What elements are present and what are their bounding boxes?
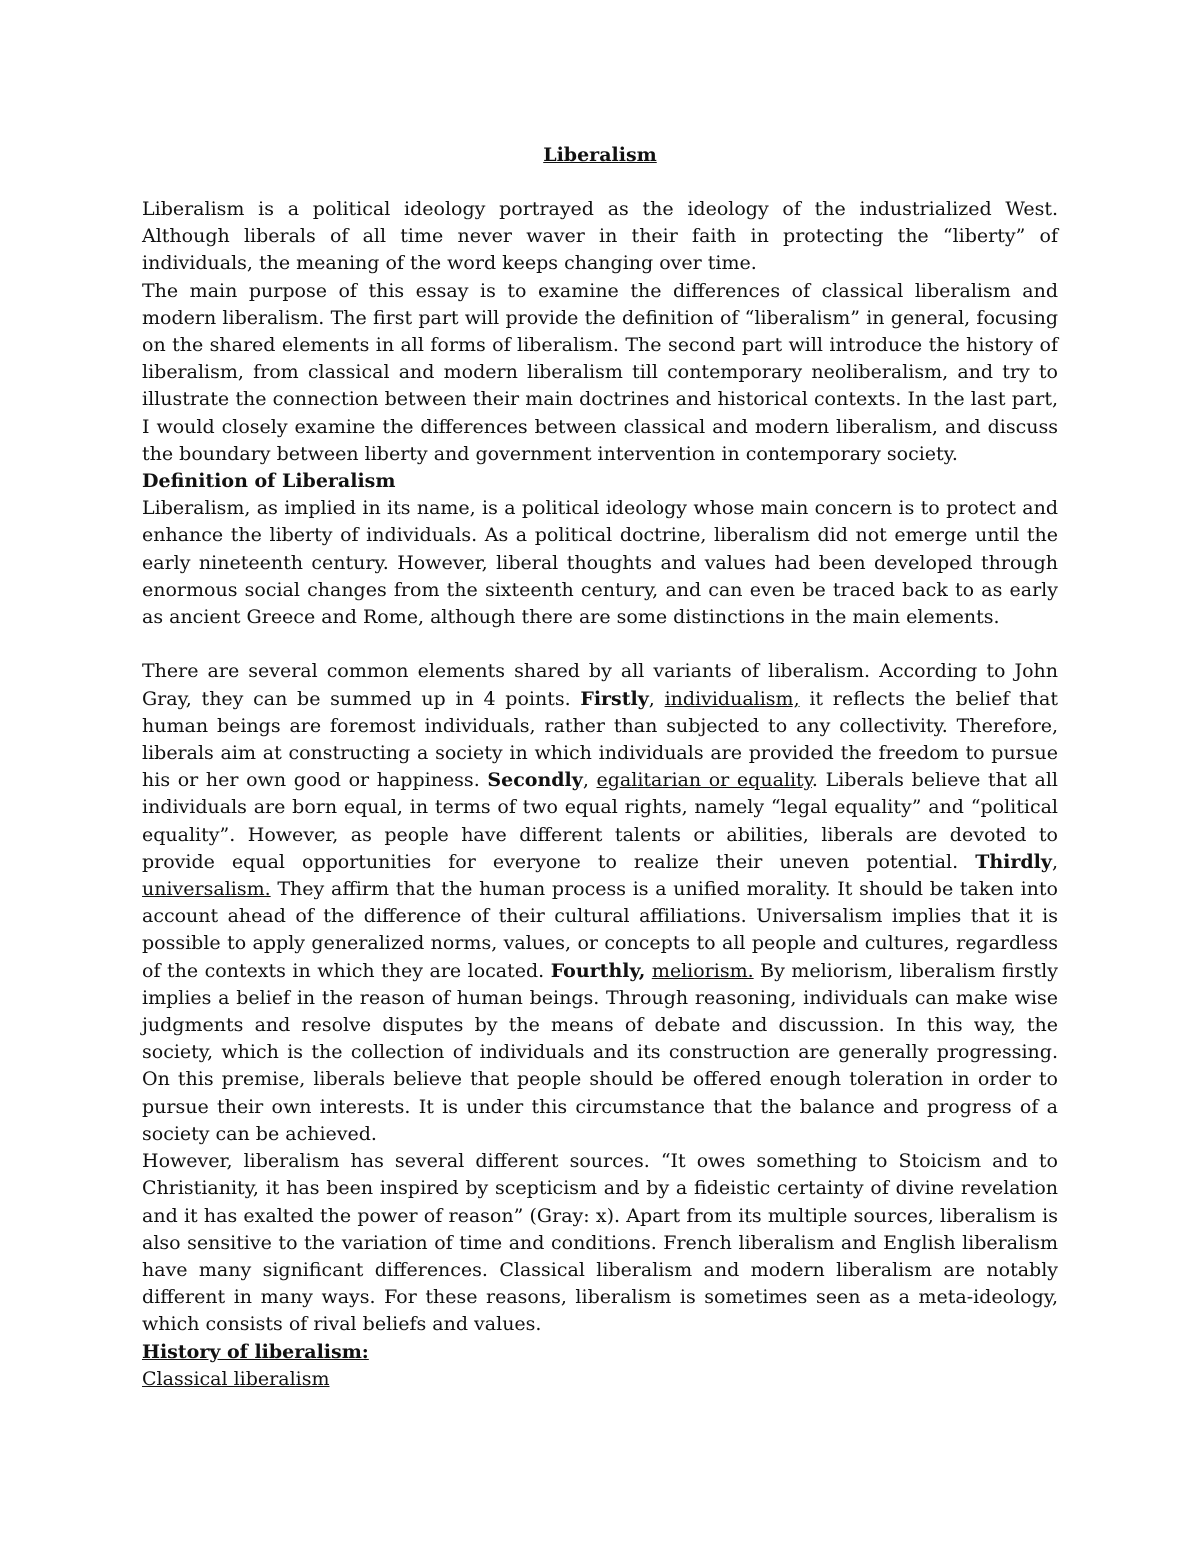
sources-paragraph: However, liberalism has several different sources. “It owes something to Stoicism and to Christianity, it has been inspired by scepticism and by a fideistic certainty of divine revelation and it has exalted the power of reason” (Gray: x). Apart from its multiple sources, liberalism is also sensitive to the variation of time and conditions. French liberalism and English liberalism have many significant differences. Classical liberalism and modern liberalism are notably different in many ways. For these reasons, liberalism is sometimes seen as a meta-ideology, which consists of rival beliefs and values. <box>142 1150 1058 1336</box>
individualism-term: individualism, <box>664 687 800 710</box>
subheading-classical-liberalism: Classical liberalism <box>142 1367 330 1390</box>
definition-paragraph: Liberalism, as implied in its name, is a political ideology whose main concern is to protect and enhance the liberty of individuals. As a political doctrine, liberalism did not emerge until the early nineteenth century. However, liberal thoughts and values had been developed through enormous social changes from the sixteenth century, and can even be traced back to as early as ancient Greece and Rome, although there are some distinctions in the main elements. <box>142 497 1058 629</box>
secondly-label: Secondly <box>487 769 583 792</box>
elements-text-3: it reflects the belief that human beings are foremost individuals, rather than subjected to any collectivity. Therefore, liberals aim at constructing a society in which individuals are provided the freedom to pursue his or her own good or happiness. <box>142 687 1058 792</box>
elements-text-1: There are several common elements shared by all variants of liberalism. According to John Gray, they can be summed up in 4 points. <box>142 660 1058 710</box>
heading-history: History of liberalism: <box>142 1340 369 1363</box>
elements-text-6: , <box>1051 850 1058 873</box>
universalism-term: universalism. <box>142 878 271 901</box>
elements-text-5: . Liberals believe that all individuals are born equal, in terms of two equal rights, namely “legal equality” and “political equality”. However, as people have different talents or abilities, liberals are devoted to provide equal opportunities for everyone to realize their uneven potential. <box>142 769 1058 873</box>
thirdly-label: Thirdly <box>975 850 1052 873</box>
fourthly-label: Fourthly, <box>550 959 646 982</box>
egalitarian-term: egalitarian or equality <box>596 769 812 792</box>
document-page <box>142 142 1058 1393</box>
heading-definition: Definition of Liberalism <box>142 470 396 493</box>
elements-text-2: , <box>648 687 665 710</box>
document-title: Liberalism <box>543 144 657 166</box>
elements-text-7: They affirm that the human process is a unified morality. It should be taken into account ahead of the difference of their cultural affiliations. Universalism implies that it is possible to apply generalized norms, values, or concepts to all people and cultures, regardless of the contexts in which they are located. <box>142 878 1058 982</box>
meliorism-term: meliorism. <box>651 959 754 982</box>
intro-paragraph-1: Liberalism is a political ideology portrayed as the ideology of the industrialized West. Although liberals of all time never waver in their faith in protecting the “liberty” of individuals, the meaning of the word keeps changing over time. <box>142 198 1058 275</box>
common-elements-paragraph <box>142 658 1058 1148</box>
intro-paragraph-2: The main purpose of this essay is to examine the differences of classical liberalism and modern liberalism. The first part will provide the definition of “liberalism” in general, focusing on the shared elements in all forms of liberalism. The second part will introduce the history of liberalism, from classical and modern liberalism till contemporary neoliberalism, and try to illustrate the connection between their main doctrines and historical contexts. In the last part, I would closely examine the differences between classical and modern liberalism, and discuss the boundary between liberty and government intervention in contemporary society. <box>142 279 1058 465</box>
elements-text-4: , <box>582 769 597 792</box>
firstly-label: Firstly <box>580 687 649 710</box>
paragraph-gap <box>142 631 1058 658</box>
elements-text-9: By meliorism, liberalism firstly implies a belief in the reason of human beings. Through reasoning, individuals can make wise judgments and resolve disputes by the means of debate and discussion. In this way, the society, which is the collection of individuals and its construction are generally progressing. On this premise, liberals believe that people should be offered enough toleration in order to pursue their own interests. It is under this circumstance that the balance and progress of a society can be achieved. <box>142 959 1058 1145</box>
